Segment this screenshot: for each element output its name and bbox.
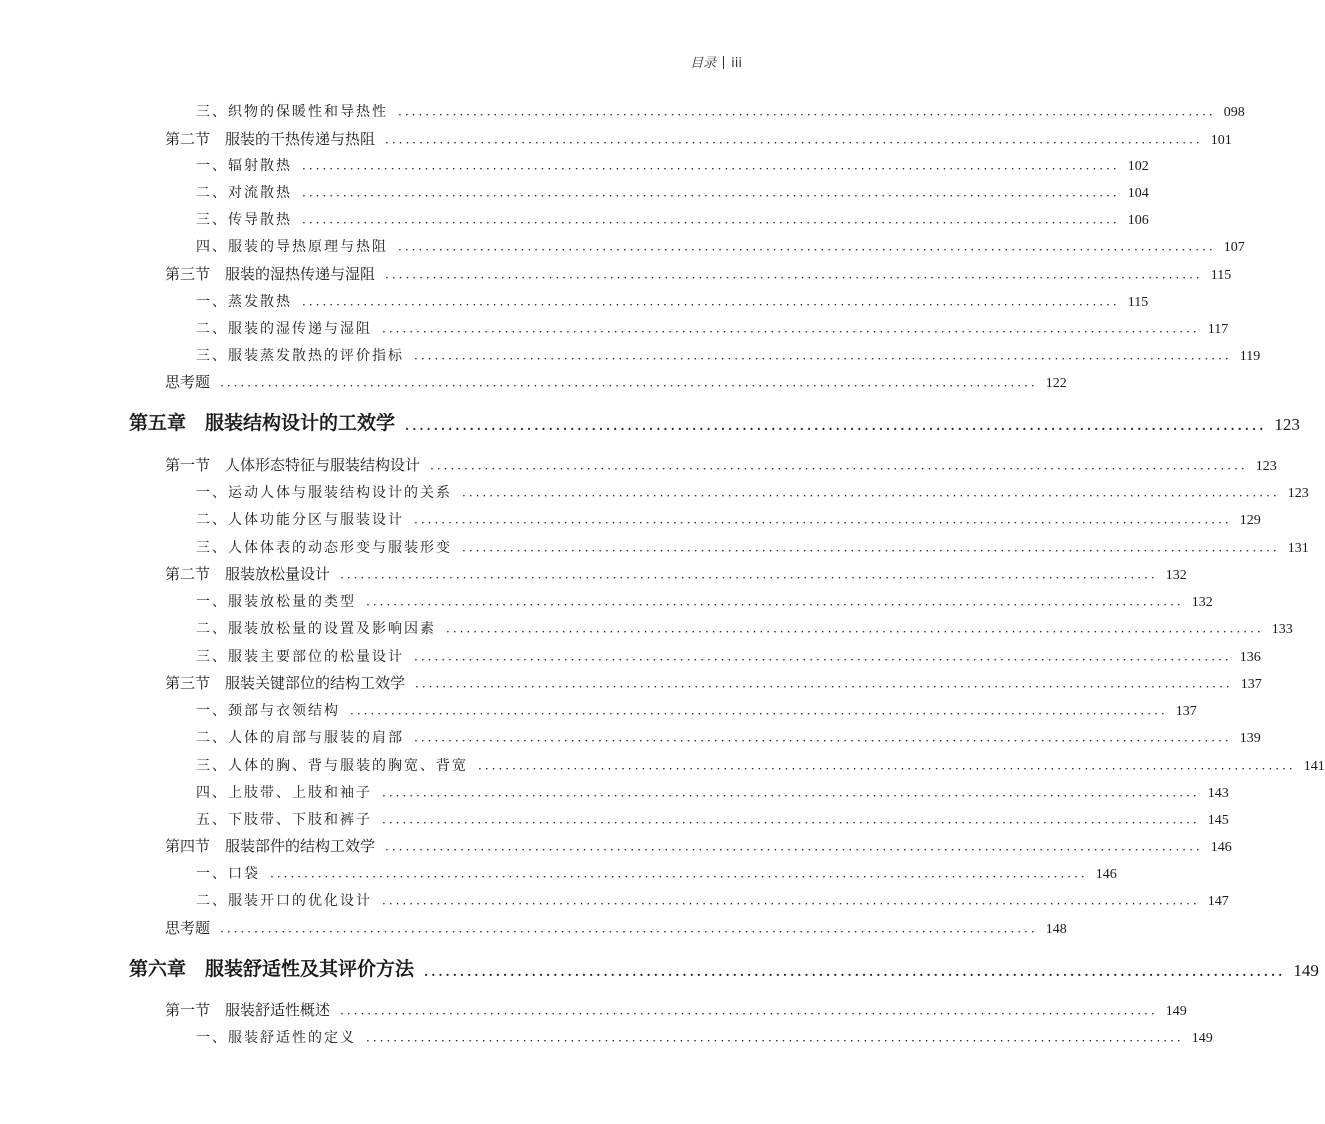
- dot-leader: ························································································································: [385, 843, 1203, 857]
- toc-subsection-entry: [196, 620, 1293, 639]
- toc-entry-title: 一、颈部与衣领结构: [196, 703, 340, 719]
- toc-subsection-entry: [196, 757, 1325, 776]
- toc-entry-page-number: 145: [1207, 813, 1229, 828]
- toc-subsection-entry: [196, 729, 1261, 748]
- toc-entry-title: 二、人体功能分区与服装设计: [196, 512, 404, 528]
- toc-entry-page-number: 139: [1239, 731, 1261, 746]
- toc-entry-title: 一、口袋: [196, 866, 260, 882]
- toc-entry-page-number: 123: [1255, 459, 1277, 474]
- toc-entry-title: 二、人体的肩部与服装的肩部: [196, 730, 404, 746]
- dot-leader: ························································································································: [302, 298, 1120, 312]
- toc-entry-page-number: 102: [1127, 159, 1149, 174]
- toc-entry-page-number: 101: [1210, 133, 1232, 148]
- toc-entry-title: 三、人体的胸、背与服装的胸宽、背宽: [196, 758, 468, 774]
- dot-leader: ························································································································: [478, 762, 1296, 776]
- toc-entry-title: 三、服装蒸发散热的评价指标: [196, 348, 404, 364]
- toc-entry-title: 二、服装开口的优化设计: [196, 893, 372, 909]
- toc-section-entry: [165, 674, 1262, 694]
- toc-entry-page-number: 117: [1207, 322, 1229, 337]
- toc-subsection-entry: [196, 184, 1149, 203]
- toc-entry-title: 第四节 服装部件的结构工效学: [165, 837, 376, 855]
- dot-leader: ························································································································: [220, 925, 1038, 939]
- toc-section-entry: [165, 373, 1067, 393]
- toc-subsection-entry: [196, 648, 1261, 667]
- toc-subsection-entry: [196, 103, 1245, 122]
- toc-entry-title: 第五章 服装结构设计的工效学: [129, 412, 396, 434]
- dot-leader: ························································································································: [270, 870, 1088, 884]
- toc-section-entry: [165, 565, 1187, 585]
- dot-leader: ························································································································: [302, 189, 1120, 203]
- dot-leader: ························································································································: [430, 462, 1248, 476]
- toc-entry-page-number: 141: [1303, 759, 1325, 774]
- toc-entry-page-number: 146: [1095, 867, 1117, 882]
- toc-entry-page-number: 115: [1210, 268, 1232, 283]
- toc-entry-page-number: 098: [1223, 105, 1245, 120]
- toc-entry-title: 第三节 服装关键部位的结构工效学: [165, 674, 406, 692]
- running-head-page-number: iii: [731, 56, 742, 71]
- toc-entry-page-number: 123: [1274, 415, 1300, 434]
- toc-chapter-entry: [129, 411, 1300, 436]
- toc-subsection-entry: [196, 157, 1149, 176]
- dot-leader: ························································································································: [302, 216, 1120, 230]
- toc-entry-page-number: 146: [1210, 840, 1232, 855]
- dot-leader: ························································································································: [382, 325, 1200, 339]
- running-head-title: 目录: [690, 56, 717, 71]
- dot-leader: ························································································································: [446, 625, 1264, 639]
- dot-leader: ························································································································: [414, 352, 1232, 366]
- toc-entry-page-number: 123: [1287, 486, 1309, 501]
- toc-entry-title: 三、传导散热: [196, 212, 292, 228]
- toc-entry-title: 第三节 服装的湿热传递与湿阻: [165, 265, 376, 283]
- toc-section-entry: [165, 265, 1232, 285]
- dot-leader: ························································································································: [366, 598, 1184, 612]
- toc-entry-page-number: 132: [1165, 568, 1187, 583]
- dot-leader: ························································································································: [462, 544, 1280, 558]
- toc-entry-page-number: 107: [1223, 240, 1245, 255]
- toc-subsection-entry: [196, 593, 1213, 612]
- toc-entry-title: 一、辐射散热: [196, 158, 292, 174]
- dot-leader: ························································································································: [424, 968, 1286, 982]
- dot-leader: ························································································································: [414, 653, 1232, 667]
- toc-entry-page-number: 131: [1287, 541, 1309, 556]
- toc-entry-page-number: 104: [1127, 186, 1149, 201]
- dot-leader: ························································································································: [340, 571, 1158, 585]
- toc-subsection-entry: [196, 892, 1229, 911]
- dot-leader: ························································································································: [382, 789, 1200, 803]
- toc-entry-title: 四、上肢带、上肢和袖子: [196, 785, 372, 801]
- dot-leader: ························································································································: [398, 243, 1216, 257]
- toc-subsection-entry: [196, 484, 1309, 503]
- toc-entry-page-number: 129: [1239, 513, 1261, 528]
- toc-entry-title: 一、蒸发散热: [196, 294, 292, 310]
- toc-entry-title: 五、下肢带、下肢和裤子: [196, 812, 372, 828]
- toc-entry-title: 二、服装放松量的设置及影响因素: [196, 621, 436, 637]
- dot-leader: ························································································································: [405, 422, 1267, 436]
- toc-subsection-entry: [196, 293, 1149, 312]
- toc-section-entry: [165, 1001, 1187, 1021]
- toc-entry-title: 思考题: [165, 373, 211, 391]
- toc-entry-title: 一、运动人体与服装结构设计的关系: [196, 485, 452, 501]
- toc-entry-page-number: 106: [1127, 213, 1149, 228]
- dot-leader: ························································································································: [415, 680, 1233, 694]
- toc-entry-title: 第六章 服装舒适性及其评价方法: [129, 958, 415, 980]
- running-head: [690, 52, 742, 71]
- toc-subsection-entry: [196, 511, 1261, 530]
- toc-entry-page-number: 137: [1175, 704, 1197, 719]
- dot-leader: ························································································································: [462, 489, 1280, 503]
- toc-entry-page-number: 122: [1045, 376, 1067, 391]
- toc-entry-page-number: 115: [1127, 295, 1149, 310]
- toc-subsection-entry: [196, 211, 1149, 230]
- toc-subsection-entry: [196, 865, 1117, 884]
- toc-entry-title: 第一节 人体形态特征与服装结构设计: [165, 456, 421, 474]
- toc-subsection-entry: [196, 811, 1229, 830]
- dot-leader: ························································································································: [220, 379, 1038, 393]
- toc-subsection-entry: [196, 539, 1309, 558]
- dot-leader: ························································································································: [340, 1007, 1158, 1021]
- toc-subsection-entry: [196, 784, 1229, 803]
- toc-entry-page-number: 136: [1239, 650, 1261, 665]
- toc-entry-title: 第二节 服装的干热传递与热阻: [165, 130, 376, 148]
- toc-entry-page-number: 149: [1191, 1031, 1213, 1046]
- toc-entry-page-number: 143: [1207, 786, 1229, 801]
- toc-entry-page-number: 119: [1239, 349, 1261, 364]
- dot-leader: ························································································································: [382, 897, 1200, 911]
- toc-subsection-entry: [196, 347, 1261, 366]
- dot-leader: ························································································································: [382, 816, 1200, 830]
- toc-entry-page-number: 137: [1240, 677, 1262, 692]
- toc-entry-page-number: 148: [1045, 922, 1067, 937]
- toc-entry-title: 一、服装放松量的类型: [196, 594, 356, 610]
- dot-leader: ························································································································: [385, 136, 1203, 150]
- toc-entry-title: 三、服装主要部位的松量设计: [196, 649, 404, 665]
- toc-section-entry: [165, 919, 1067, 939]
- toc-subsection-entry: [196, 320, 1229, 339]
- toc-entry-title: 二、对流散热: [196, 185, 292, 201]
- dot-leader: ························································································································: [350, 707, 1168, 721]
- dot-leader: ························································································································: [398, 108, 1216, 122]
- toc-entry-title: 四、服装的导热原理与热阻: [196, 239, 388, 255]
- dot-leader: ························································································································: [414, 734, 1232, 748]
- toc-entry-page-number: 149: [1165, 1004, 1187, 1019]
- toc-section-entry: [165, 456, 1277, 476]
- toc-entry-title: 三、人体体表的动态形变与服装形变: [196, 540, 452, 556]
- toc-section-entry: [165, 837, 1232, 857]
- toc-entry-title: 第一节 服装舒适性概述: [165, 1001, 331, 1019]
- toc-entry-page-number: 147: [1207, 894, 1229, 909]
- toc-subsection-entry: [196, 1029, 1213, 1048]
- toc-entry-page-number: 132: [1191, 595, 1213, 610]
- toc-entry-title: 二、服装的湿传递与湿阻: [196, 321, 372, 337]
- dot-leader: ························································································································: [385, 271, 1203, 285]
- dot-leader: ························································································································: [302, 162, 1120, 176]
- toc-subsection-entry: [196, 238, 1245, 257]
- toc-entry-title: 三、织物的保暖性和导热性: [196, 104, 388, 120]
- dot-leader: ························································································································: [414, 516, 1232, 530]
- toc-entry-title: 一、服装舒适性的定义: [196, 1030, 356, 1046]
- toc-entry-page-number: 133: [1271, 622, 1293, 637]
- toc-section-entry: [165, 130, 1232, 150]
- running-head-divider: [723, 56, 724, 69]
- toc-subsection-entry: [196, 702, 1197, 721]
- toc-entry-title: 思考题: [165, 919, 211, 937]
- toc-entry-title: 第二节 服装放松量设计: [165, 565, 331, 583]
- dot-leader: ························································································································: [366, 1034, 1184, 1048]
- toc-entry-page-number: 149: [1293, 961, 1319, 980]
- toc-chapter-entry: [129, 957, 1319, 982]
